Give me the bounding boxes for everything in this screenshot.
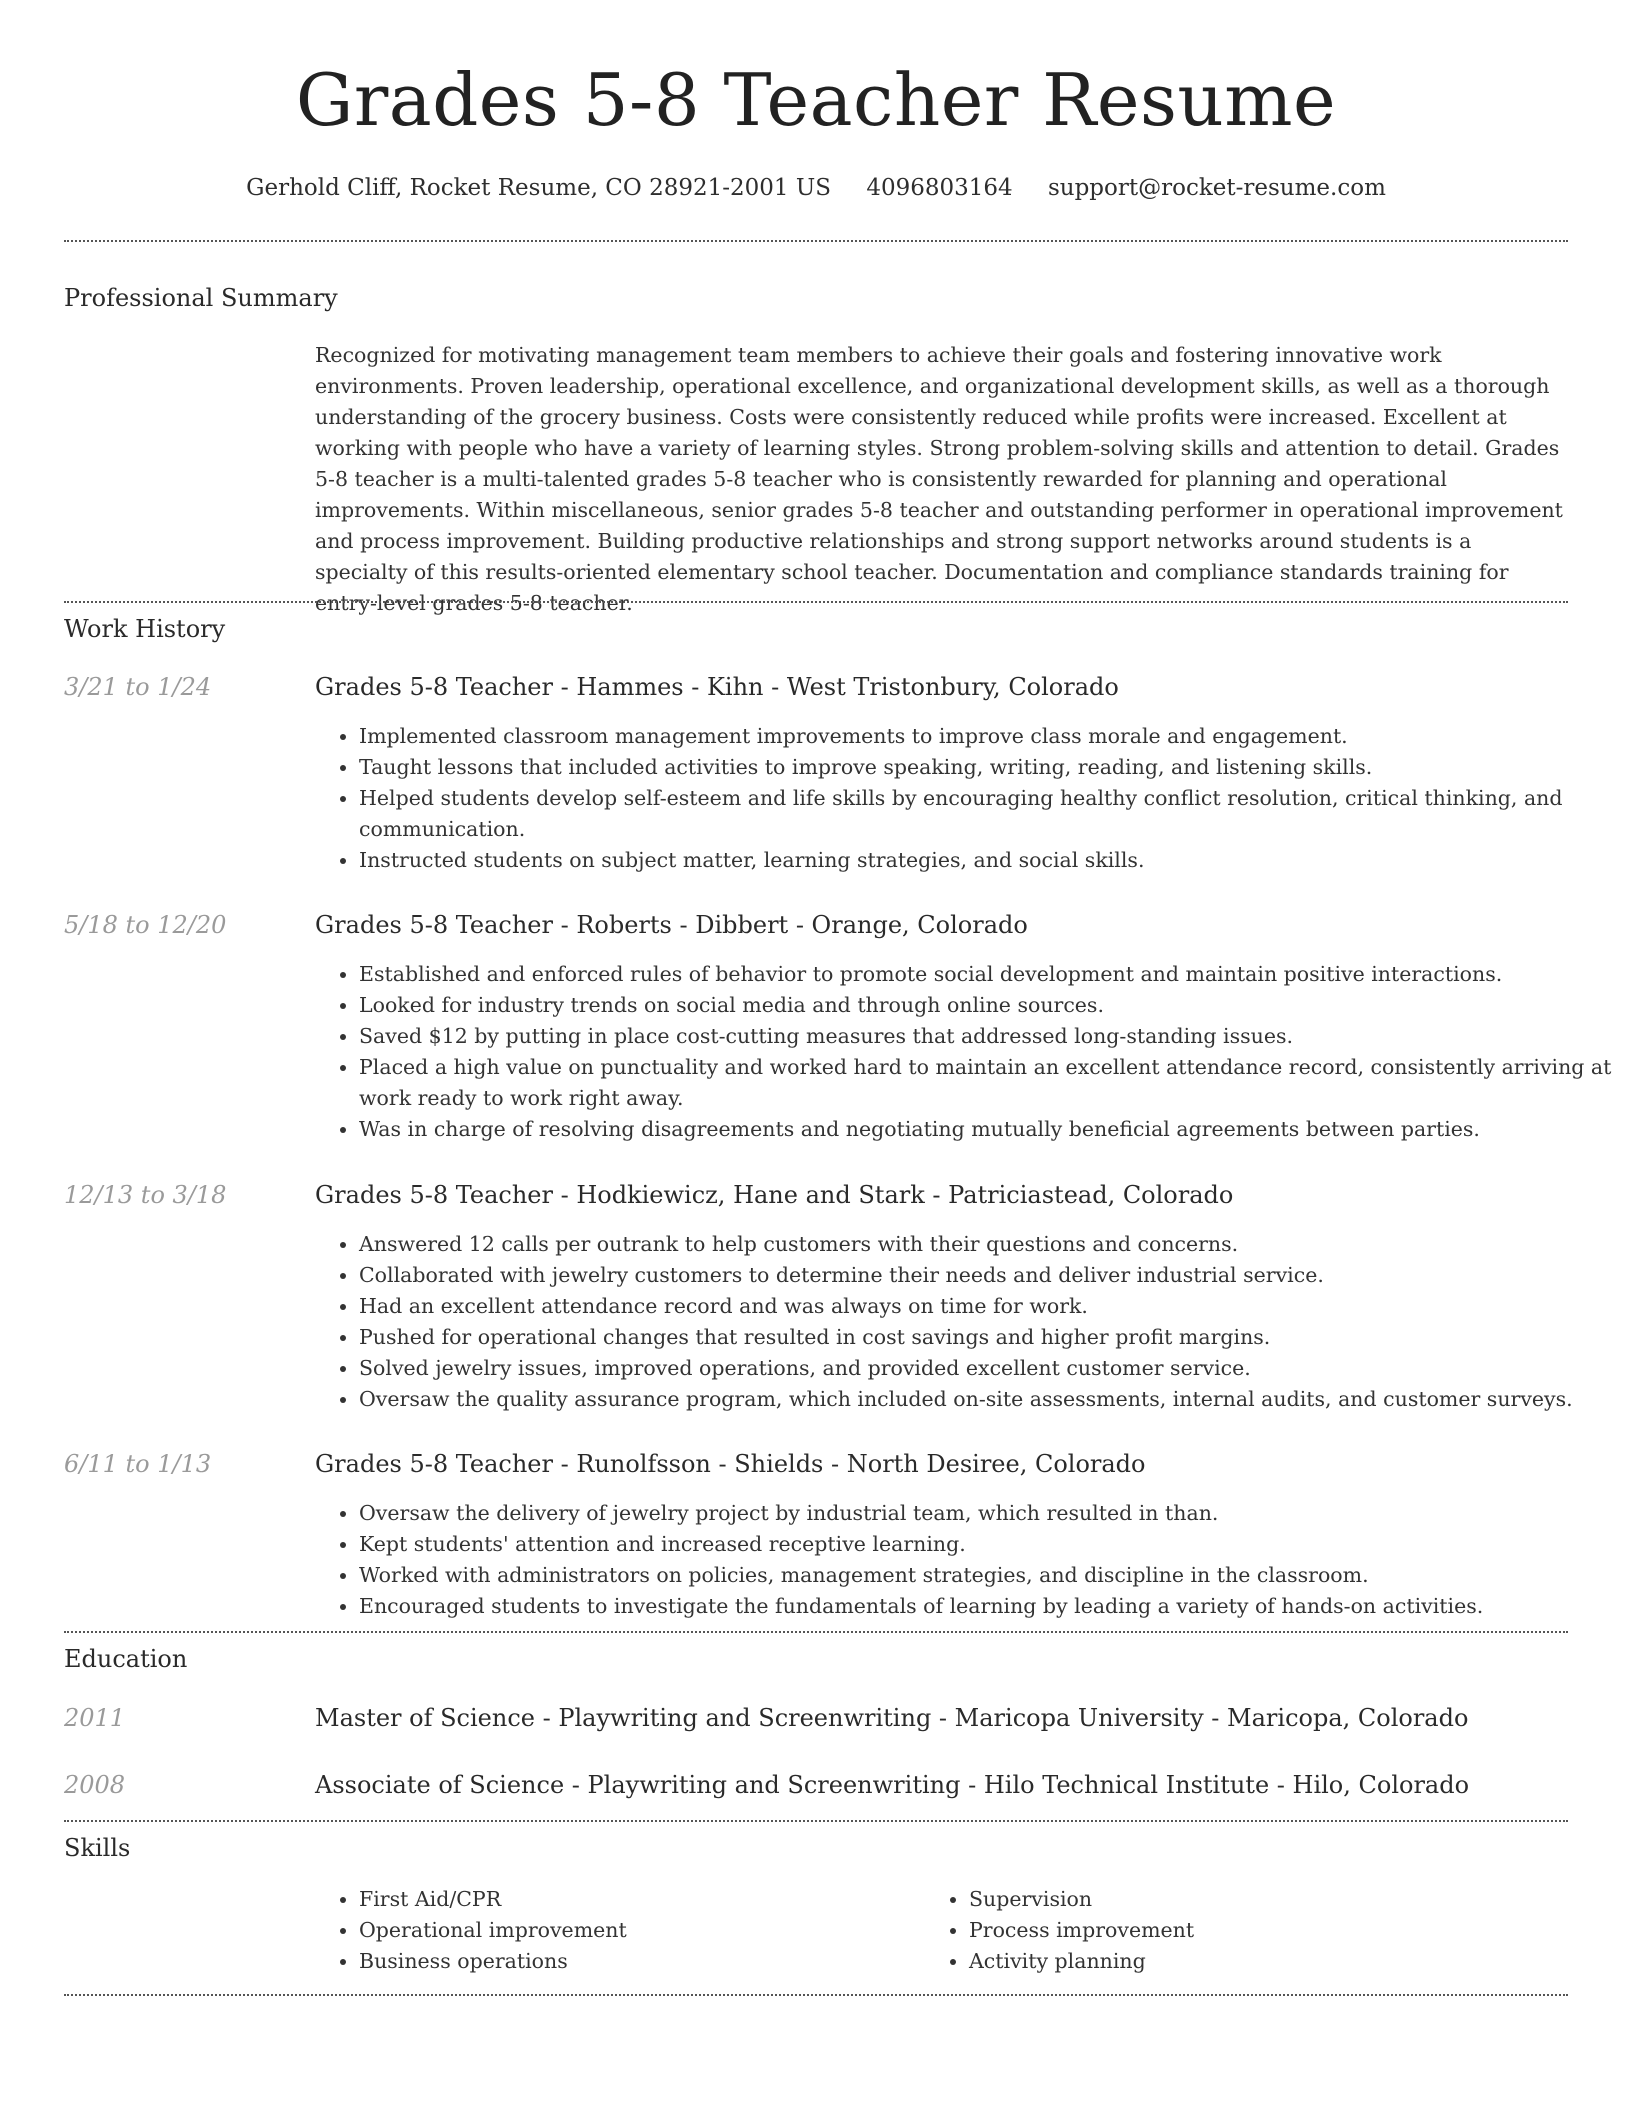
- job-title: Grades 5-8 Teacher - Hodkiewicz, Hane and Stark - Patriciastead, Colorado: [315, 1181, 1234, 1209]
- skills-list-right: [925, 1884, 1569, 1977]
- job-bullets: [315, 1229, 1614, 1415]
- contact-email: support@rocket-resume.com: [1047, 175, 1386, 201]
- job-bullet: • Had an excellent attendance record and was always on time for work.: [359, 1291, 1614, 1322]
- education-heading: Education: [64, 1645, 188, 1673]
- skill-item: • Business operations: [359, 1946, 959, 1977]
- summary-heading: Professional Summary: [64, 284, 338, 312]
- job-title: Grades 5-8 Teacher - Runolfsson - Shields - North Desiree, Colorado: [315, 1450, 1146, 1478]
- job-dates: 3/21 to 1/24: [64, 673, 212, 701]
- resume-title: Grades 5-8 Teacher Resume: [295, 58, 1337, 142]
- section-divider: [64, 1820, 1568, 1822]
- job-bullet: • Answered 12 calls per outrank to help customers with their questions and concerns.: [359, 1229, 1614, 1260]
- job-bullet: • Worked with administrators on policies, management strategies, and discipline in the classroom.: [359, 1560, 1614, 1591]
- skill-item: • Activity planning: [969, 1946, 1569, 1977]
- job-bullet: • Collaborated with jewelry customers to determine their needs and deliver industrial service.: [359, 1260, 1614, 1291]
- job-bullet: • Looked for industry trends on social media and through online sources.: [359, 990, 1614, 1021]
- education-year: 2008: [64, 1771, 126, 1799]
- job-dates: 5/18 to 12/20: [64, 911, 227, 939]
- job-bullets: [315, 1498, 1614, 1622]
- skill-item: • Operational improvement: [359, 1915, 959, 1946]
- job-bullet: • Was in charge of resolving disagreements and negotiating mutually beneficial agreements between parties.: [359, 1114, 1614, 1145]
- section-divider: [64, 1631, 1568, 1633]
- skills-heading: Skills: [64, 1834, 131, 1862]
- job-dates: 12/13 to 3/18: [64, 1181, 227, 1209]
- job-bullet: • Helped students develop self-esteem and life skills by encouraging healthy conflict resolution, critical thinking, and communication.: [359, 783, 1614, 845]
- contact-line: [0, 170, 1632, 206]
- section-divider: [64, 601, 1568, 603]
- job-bullet: • Implemented classroom management improvements to improve class morale and engagement.: [359, 721, 1614, 752]
- section-divider: [64, 1994, 1568, 1996]
- contact-address: Gerhold Cliff, Rocket Resume, CO 28921-2001 US: [246, 175, 831, 201]
- job-bullet: • Established and enforced rules of behavior to promote social development and maintain positive interactions.: [359, 959, 1614, 990]
- job-bullet: • Kept students' attention and increased receptive learning.: [359, 1529, 1614, 1560]
- education-degree: Associate of Science - Playwriting and Screenwriting - Hilo Technical Institute - Hilo, Colorado: [315, 1771, 1470, 1799]
- skill-item: • First Aid/CPR: [359, 1884, 959, 1915]
- job-dates: 6/11 to 1/13: [64, 1450, 212, 1478]
- education-degree: Master of Science - Playwriting and Screenwriting - Maricopa University - Maricopa, Colorado: [315, 1704, 1469, 1732]
- summary-text: Recognized for motivating management team members to achieve their goals and fostering innovative work environments. Proven leadership, operational excellence, and organizational development skills, as well as a thorough understanding of the grocery business. Costs were consistently reduced while profits were increased. Excellent at working with people who have a variety of learning styles. Strong problem-solving skills and attention to detail. Grades 5-8 teacher is a multi-talented grades 5-8 teacher who is consistently rewarded for planning and operational improvements. Within miscellaneous, senior grades 5-8 teacher and outstanding performer in operational improvement and process improvement. Building productive relationships and strong support networks around students is a specialty of this results-oriented elementary school teacher. Documentation and compliance standards training for entry-level grades 5-8 teacher.: [315, 343, 1563, 615]
- skills-list-left: [315, 1884, 959, 1977]
- contact-phone: 4096803164: [866, 175, 1013, 201]
- job-bullet: • Oversaw the quality assurance program, which included on-site assessments, internal audits, and customer surveys.: [359, 1384, 1614, 1415]
- skill-item: • Process improvement: [969, 1915, 1569, 1946]
- skill-item: • Supervision: [969, 1884, 1569, 1915]
- job-bullet: • Taught lessons that included activities to improve speaking, writing, reading, and listening skills.: [359, 752, 1614, 783]
- job-bullet: • Solved jewelry issues, improved operations, and provided excellent customer service.: [359, 1353, 1614, 1384]
- job-title: Grades 5-8 Teacher - Hammes - Kihn - West Tristonbury, Colorado: [315, 673, 1119, 701]
- job-bullet: • Instructed students on subject matter, learning strategies, and social skills.: [359, 845, 1614, 876]
- job-bullet: • Pushed for operational changes that resulted in cost savings and higher profit margins.: [359, 1322, 1614, 1353]
- section-divider: [64, 240, 1568, 242]
- job-bullet: • Saved $12 by putting in place cost-cutting measures that addressed long-standing issues.: [359, 1021, 1614, 1052]
- work-history-heading: Work History: [64, 615, 226, 643]
- job-bullets: [315, 721, 1614, 876]
- job-bullets: [315, 959, 1614, 1145]
- education-year: 2011: [64, 1704, 126, 1732]
- job-title: Grades 5-8 Teacher - Roberts - Dibbert - Orange, Colorado: [315, 911, 1028, 939]
- job-bullet: • Placed a high value on punctuality and worked hard to maintain an excellent attendance record, consistently arriving at work ready to work right away.: [359, 1052, 1614, 1114]
- job-bullet: • Encouraged students to investigate the fundamentals of learning by leading a variety of hands-on activities.: [359, 1591, 1614, 1622]
- job-bullet: • Oversaw the delivery of jewelry project by industrial team, which resulted in than.: [359, 1498, 1614, 1529]
